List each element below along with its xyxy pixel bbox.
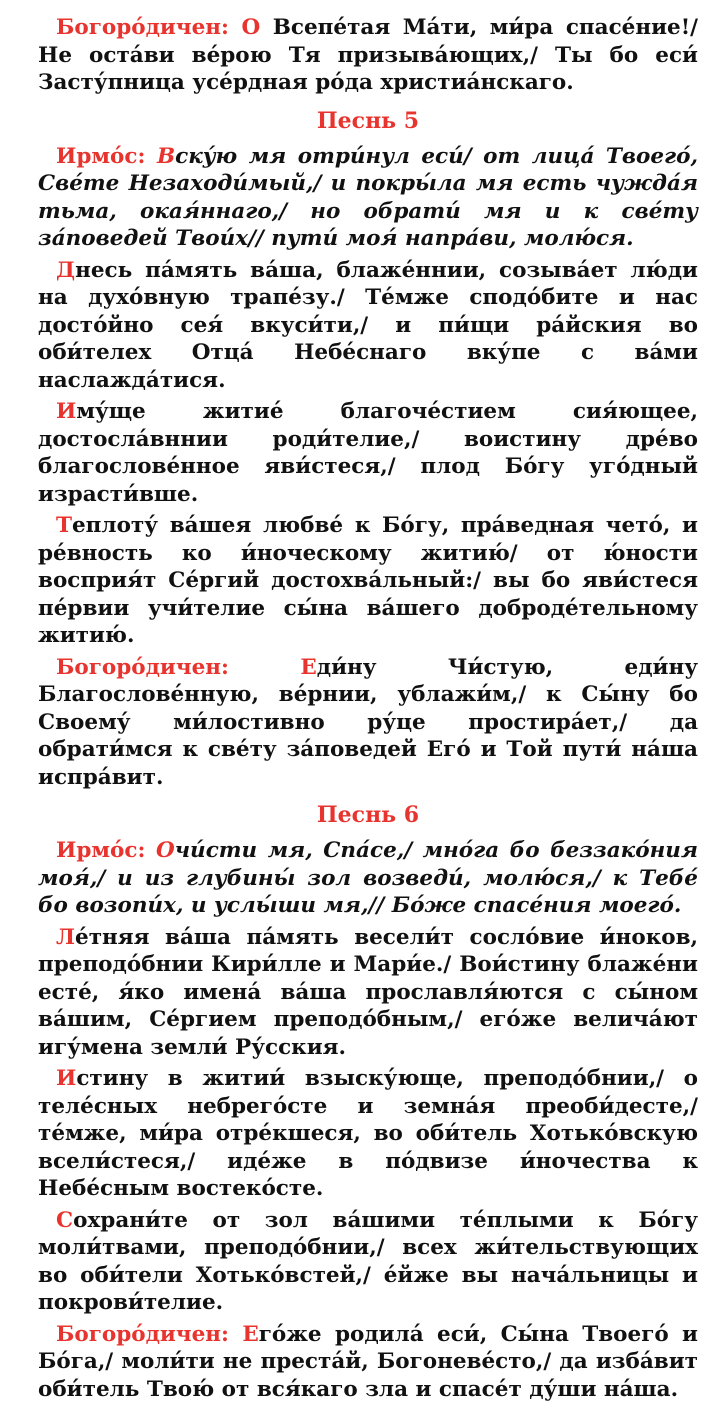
red-initial: Е — [300, 655, 316, 680]
theotokion-paragraph — [38, 14, 698, 97]
troparion-paragraph — [38, 924, 698, 1062]
irmos-paragraph — [38, 143, 698, 253]
paragraph-text: го́же родила́ еси́, Сы́на Твоего́ и Бо́га,/ моли́ти не преста́й, Богоневе́сто,/ да изба́вит оби́тель Твою́ от вся́каго зла и спасе́т ду́ши на́ша. — [38, 1322, 698, 1402]
red-initial: О — [156, 838, 175, 863]
rubric-label: Ирмо́с: — [56, 838, 156, 863]
red-initial: И — [56, 399, 76, 424]
paragraph-text: ди́ну Чи́стую, еди́ну Благослове́нную, ве́рнии, ублажи́м,/ к Сы́ну бо Своему́ ми́лостивно ру́це простира́ет,/ да обрати́мся к све́ту за́поведей Его́ и Той пути́ на́ша испра́вит. — [38, 655, 698, 790]
troparion-paragraph — [38, 1207, 698, 1317]
troparion-paragraph — [38, 257, 698, 395]
ode-heading-5: Песнь 5 — [38, 107, 698, 135]
rubric-label: Богоро́дичен: — [56, 655, 300, 680]
theotokion-paragraph — [38, 654, 698, 792]
red-initial: Т — [56, 513, 72, 538]
red-initial: С — [56, 1208, 73, 1233]
troparion-paragraph — [38, 1065, 698, 1203]
rubric-label: Богоро́дичен: — [56, 15, 241, 40]
paragraph-text: Всепе́тая Ма́ти, ми́ра спасе́ние!/ Не оста́ви ве́рою Тя призыва́ющих,/ Ты бо еси́ Засту́пница усе́рдная ро́да христиа́нскаго. — [38, 15, 698, 95]
red-initial: Д — [56, 258, 75, 283]
red-initial: Л — [56, 925, 75, 950]
theotokion-paragraph — [38, 1321, 698, 1403]
red-initial: В — [157, 144, 175, 169]
irmos-paragraph — [38, 837, 698, 920]
paragraph-text: чи́сти мя, Спа́се,/ мно́га бо беззако́ния моя́,/ и из глубины́ зол возведи́, молю́ся,/ к Тебе́ бо возопи́х, и услы́ши мя,// Бо́же спасе́ния моего́. — [38, 838, 698, 918]
ode-heading-6: Песнь 6 — [38, 801, 698, 829]
paragraph-text: охрани́те от зол ва́шими те́плыми к Бо́гу моли́твами, преподо́бнии,/ всех жи́тельствующих во оби́тели Хотько́встей,/ е́йже вы нача́льницы и покрови́телие. — [38, 1208, 698, 1316]
paragraph-text: стину в житии́ взыску́юще, преподо́бнии,/ о теле́сных небрего́сте и земна́я преоби́десте,/ те́мже, ми́ра отре́кшеся, во оби́тель Хотько́вскую всели́стеся,/ иде́же в по́двизе и́ночества к Небе́сным востеко́сте. — [38, 1066, 698, 1201]
paragraph-text: еплоту́ ва́шея любве́ к Бо́гу, пра́ведная чето́, и ре́вность ко и́ноческому житию́/ от ю́ности восприя́т Се́ргий достохва́льный:/ вы бо яви́стеся пе́рвии учи́телие сы́на ва́шего доброде́тельному житию́. — [38, 513, 698, 648]
rubric-label: Ирмо́с: — [56, 144, 157, 169]
rubric-label: Богоро́дичен: — [56, 1322, 242, 1347]
red-initial: И — [56, 1066, 76, 1091]
paragraph-text: ску́ю мя отри́нул еси́/ от лица́ Твоего́, Све́те Незаходи́мый,/ и покры́ла мя есть чужда́я тьма, окая́ннаго,/ но обрати́ мя и к све́ту за́поведей Твои́х// пути́ моя́ напра́ви, молю́ся. — [38, 144, 698, 252]
troparion-paragraph — [38, 512, 698, 650]
paragraph-text: му́ще житие́ благоче́стием сия́ющее, достосла́вннии роди́телие,/ воистину дре́во благослове́нное яви́стеся,/ плод Бо́гу уго́дный израсти́вше. — [38, 399, 698, 507]
paragraph-text: е́тняя ва́ша па́мять весели́т сосло́вие и́ноков, преподо́бнии Кири́лле и Мари́е./ Вои́стину блаже́ни есте́, я́ко имена́ ва́ша прославля́ются с сы́ном ва́шим, Се́ргием преподо́бным,/ его́же велича́ют игу́мена земли́ Ру́сския. — [38, 925, 698, 1060]
red-initial: Е — [242, 1322, 258, 1347]
paragraph-text: несь па́мять ва́ша, блаже́ннии, созыва́ет лю́ди на духо́вную трапе́зу./ Те́мже сподо́бите и нас досто́йно сея́ вкуси́ти,/ и пи́щи ра́йския во оби́телех Отца́ Небе́снаго вку́пе с ва́ми наслажда́тися. — [38, 258, 698, 393]
red-initial: О — [241, 15, 260, 40]
troparion-paragraph — [38, 398, 698, 508]
